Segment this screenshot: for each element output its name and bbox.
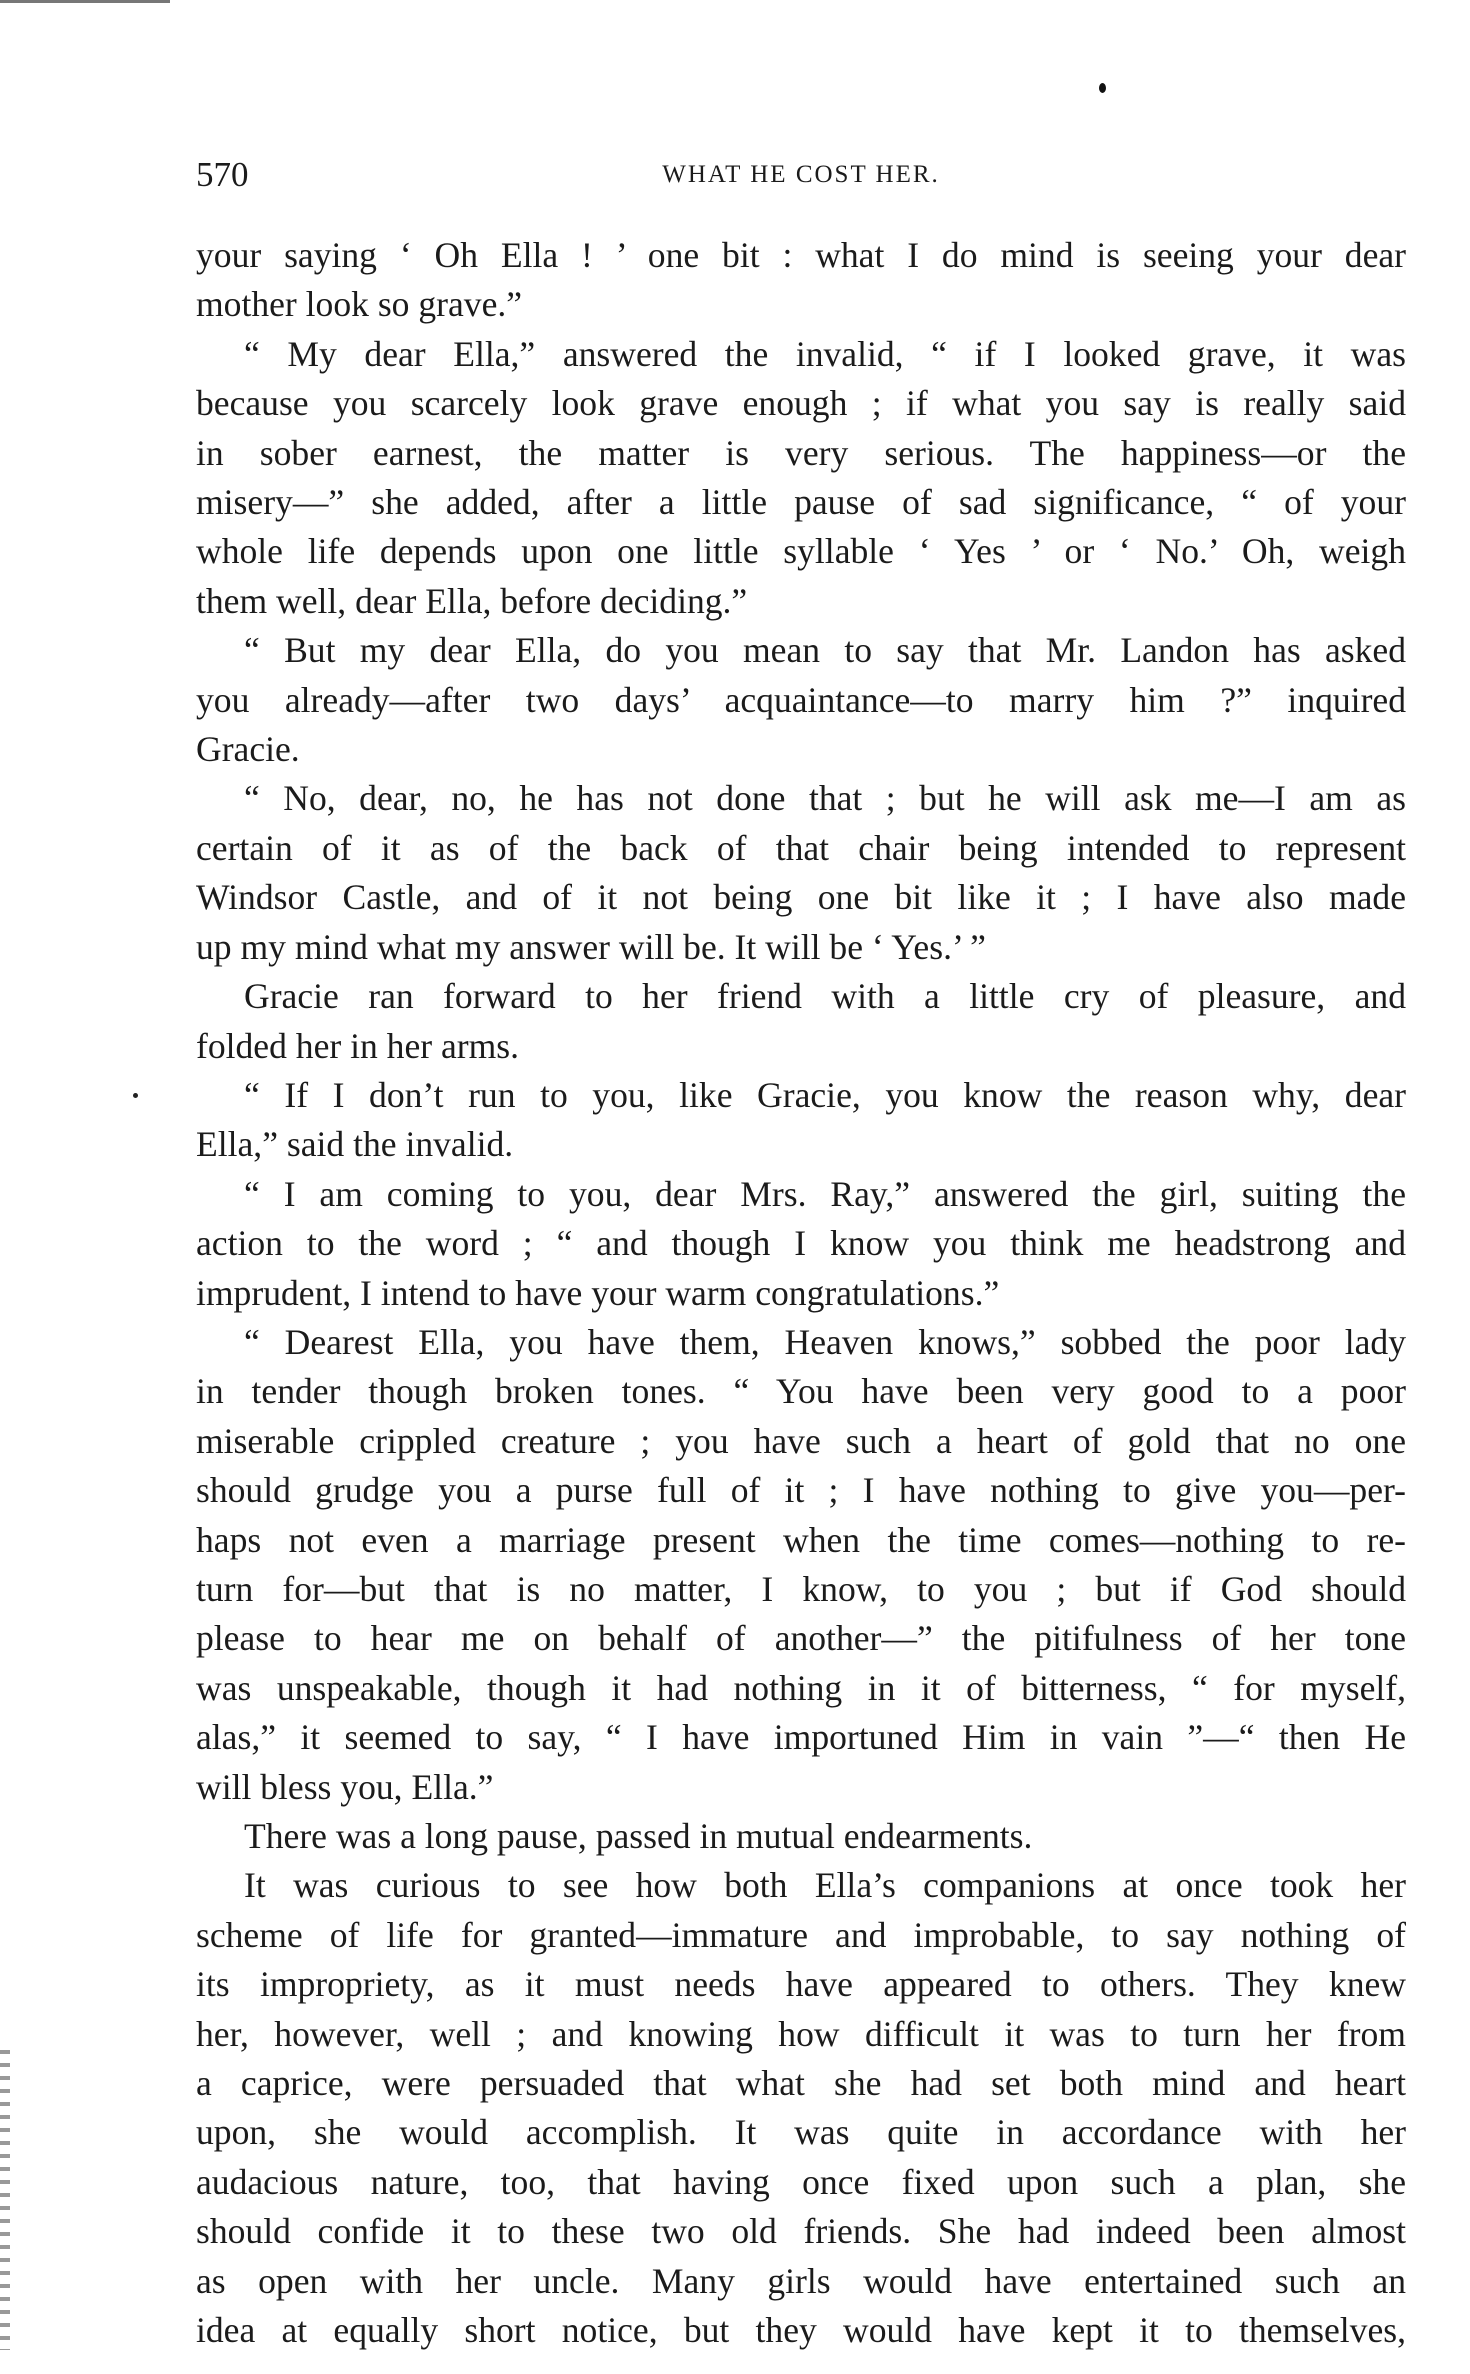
page-number: 570 [196, 155, 249, 194]
text-line: Windsor Castle, and of it not being one bit like it ; I have also made [196, 877, 1406, 918]
text-line: “ No, dear, no, he has not done that ; but he will ask me—I am as [244, 778, 1406, 819]
text-line: “ If I don’t run to you, like Gracie, you know the reason why, dear [244, 1074, 1406, 1115]
text-line: you already—after two days’ acquaintance—to marry him ?” inquired [196, 679, 1406, 720]
text-line: as open with her uncle. Many girls would have entertained such an [196, 2260, 1406, 2301]
text-line: audacious nature, too, that having once fixed upon such a plan, she [196, 2161, 1406, 2202]
text-line: There was a long pause, passed in mutual endearments. [244, 1816, 1033, 1856]
text-line: her, however, well ; and knowing how difficult it was to turn her from [196, 2013, 1406, 2054]
text-line: action to the word ; “ and though I know you think me headstrong and [196, 1223, 1406, 1264]
text-line: in sober earnest, the matter is very serious. The happiness—or the [196, 432, 1406, 473]
text-line: “ I am coming to you, dear Mrs. Ray,” answered the girl, suiting the [244, 1173, 1406, 1214]
text-line: upon, she would accomplish. It was quite in accordance with her [196, 2112, 1406, 2153]
text-line: its impropriety, as it must needs have appeared to others. They knew [196, 1964, 1406, 2005]
body-text [196, 231, 1406, 2355]
text-line: folded her in her arms. [196, 1025, 520, 1066]
text-line: a caprice, were persuaded that what she had set both mind and heart [196, 2063, 1406, 2104]
text-line: whole life depends upon one little syllable ‘ Yes ’ or ‘ No.’ Oh, weigh [196, 531, 1406, 572]
text-line: alas,” it seemed to say, “ I have importuned Him in vain ”—“ then He [196, 1717, 1406, 1758]
margin-mark [133, 1093, 138, 1098]
text-line: Gracie. [196, 729, 300, 770]
text-line: mother look so grave.” [196, 284, 523, 325]
text-line: please to hear me on behalf of another—” the pitifulness of her tone [196, 1618, 1406, 1659]
text-line: miserable crippled creature ; you have such a heart of gold that no one [196, 1420, 1406, 1461]
binding-edge-marks [0, 2050, 10, 2350]
text-line: turn for—but that is no matter, I know, to you ; but if God should [196, 1568, 1406, 1609]
running-title: WHAT HE COST HER. [662, 161, 940, 188]
text-line: “ Dearest Ella, you have them, Heaven knows,” sobbed the poor lady [244, 1321, 1406, 1362]
text-line: imprudent, I intend to have your warm congratulations.” [196, 1272, 1000, 1313]
text-line: idea at equally short notice, but they would have kept it to themselves, [196, 2310, 1406, 2351]
text-line: It was curious to see how both Ella’s companions at once took her [244, 1865, 1406, 1906]
text-line: “ My dear Ella,” answered the invalid, “ if I looked grave, it was [244, 333, 1406, 374]
text-line: your saying ‘ Oh Ella ! ’ one bit : what I do mind is seeing your dear [196, 235, 1406, 275]
text-line: because you scarcely look grave enough ; if what you say is really said [196, 383, 1406, 424]
text-line: will bless you, Ella.” [196, 1766, 494, 1807]
text-line: should confide it to these two old friends. She had indeed been almost [196, 2211, 1406, 2252]
text-line: them well, dear Ella, before deciding.” [196, 580, 748, 621]
page-header [196, 150, 1406, 200]
text-line: “ But my dear Ella, do you mean to say that Mr. Landon has asked [244, 630, 1406, 671]
text-line: certain of it as of the back of that chair being intended to represent [196, 827, 1406, 868]
text-line: scheme of life for granted—immature and improbable, to say nothing of [196, 1914, 1406, 1955]
scan-top-rule [0, 0, 170, 3]
ink-speck [1099, 83, 1106, 93]
text-line: Ella,” said the invalid. [196, 1124, 514, 1165]
text-line: was unspeakable, though it had nothing in it of bitterness, “ for myself, [196, 1667, 1406, 1708]
text-line: should grudge you a purse full of it ; I have nothing to give you—per- [196, 1470, 1406, 1511]
text-line: in tender though broken tones. “ You have been very good to a poor [196, 1371, 1406, 1412]
text-line: haps not even a marriage present when the time comes—nothing to re- [196, 1519, 1406, 1560]
text-line: up my mind what my answer will be. It will be ‘ Yes.’ ” [196, 926, 986, 967]
text-line: Gracie ran forward to her friend with a little cry of pleasure, and [244, 976, 1406, 1017]
text-line: misery—” she added, after a little pause of sad significance, “ of your [196, 482, 1406, 523]
